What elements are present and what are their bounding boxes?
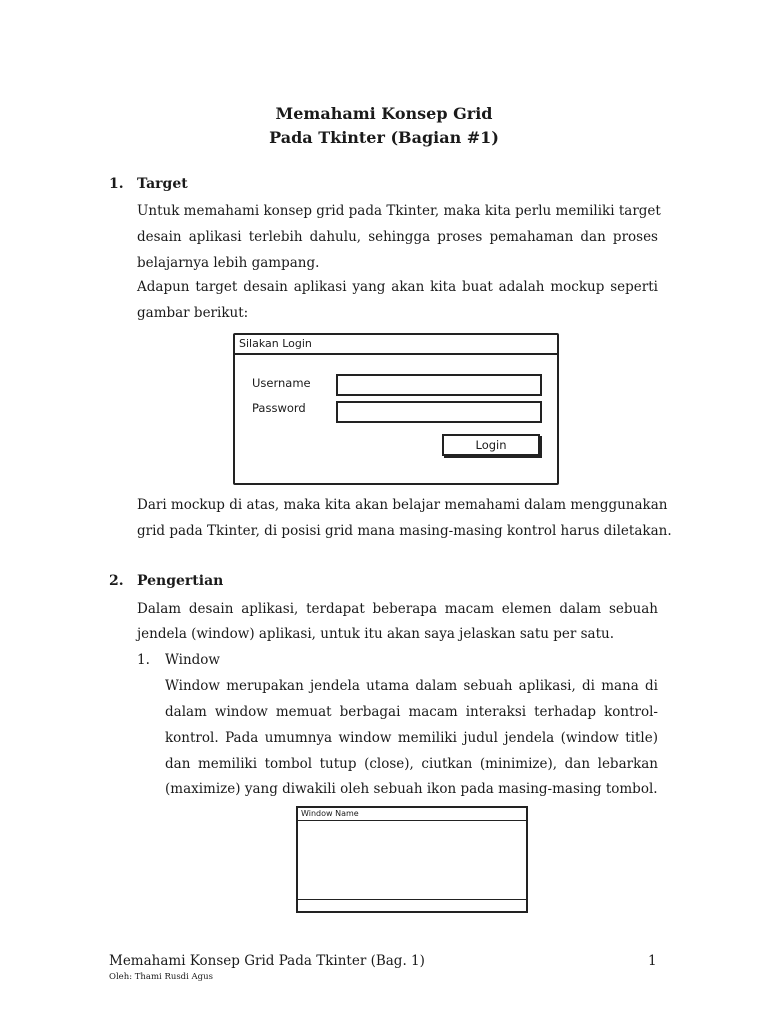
section-1-para-1-line-1: Untuk memahami konsep grid pada Tkinter, maka kita perlu memiliki target [137,203,661,219]
section-2-number: 2. [109,573,124,589]
section-1-heading: Target [137,176,188,192]
footer-author: Oleh: Thami Rusdi Agus [109,972,213,982]
section-2-para-1-line-2: jendela (window) aplikasi, untuk itu akan saya jelaskan satu per satu. [137,626,615,642]
section-2-para-1-line-1: Dalam desain aplikasi, terdapat beberapa macam elemen dalam sebuah [137,601,658,617]
password-field [336,401,542,423]
subsection-1-line-3: kontrol. Pada umumnya window memiliki judul jendela (window title) [165,730,658,746]
username-field [336,374,542,396]
section-2-heading: Pengertian [137,573,224,589]
subsection-1-line-5: (maximize) yang diwakili oleh sebuah ikon pada masing-masing tombol. [165,781,658,797]
subsection-1-number: 1. [137,652,150,668]
section-1-para-3-line-2: grid pada Tkinter, di posisi grid mana masing-masing kontrol harus diletakan. [137,523,672,539]
window-mockup [296,806,528,913]
login-mockup-title: Silakan Login [235,335,557,355]
subsection-1-heading: Window [165,652,220,668]
footer-title: Memahami Konsep Grid Pada Tkinter (Bag. 1) [109,953,425,969]
subsection-1-line-4: dan memiliki tombol tutup (close), ciutkan (minimize), dan lebarkan [165,756,658,772]
login-mockup [233,333,559,485]
section-1-para-1-line-3: belajarnya lebih gampang. [137,255,320,271]
username-label: Username [252,376,311,390]
subsection-1-line-1: Window merupakan jendela utama dalam sebuah aplikasi, di mana di [165,678,658,694]
login-button: Login [442,434,540,456]
section-1-number: 1. [109,176,124,192]
page-number: 1 [648,953,657,969]
window-mockup-status-bar [298,899,526,911]
doc-title-line-2: Pada Tkinter (Bagian #1) [269,128,499,147]
section-1-para-2-line-1: Adapun target desain aplikasi yang akan kita buat adalah mockup seperti [137,279,658,295]
section-1-para-2-line-2: gambar berikut: [137,305,249,321]
subsection-1-line-2: dalam window memuat berbagai macam interaksi terhadap kontrol- [165,704,658,720]
doc-title-line-1: Memahami Konsep Grid [275,104,493,123]
section-1-para-3-line-1: Dari mockup di atas, maka kita akan belajar memahami dalam menggunakan [137,497,668,513]
window-mockup-title: Window Name [298,808,526,821]
password-label: Password [252,401,306,415]
section-1-para-1-line-2: desain aplikasi terlebih dahulu, sehingga proses pemahaman dan proses [137,229,658,245]
